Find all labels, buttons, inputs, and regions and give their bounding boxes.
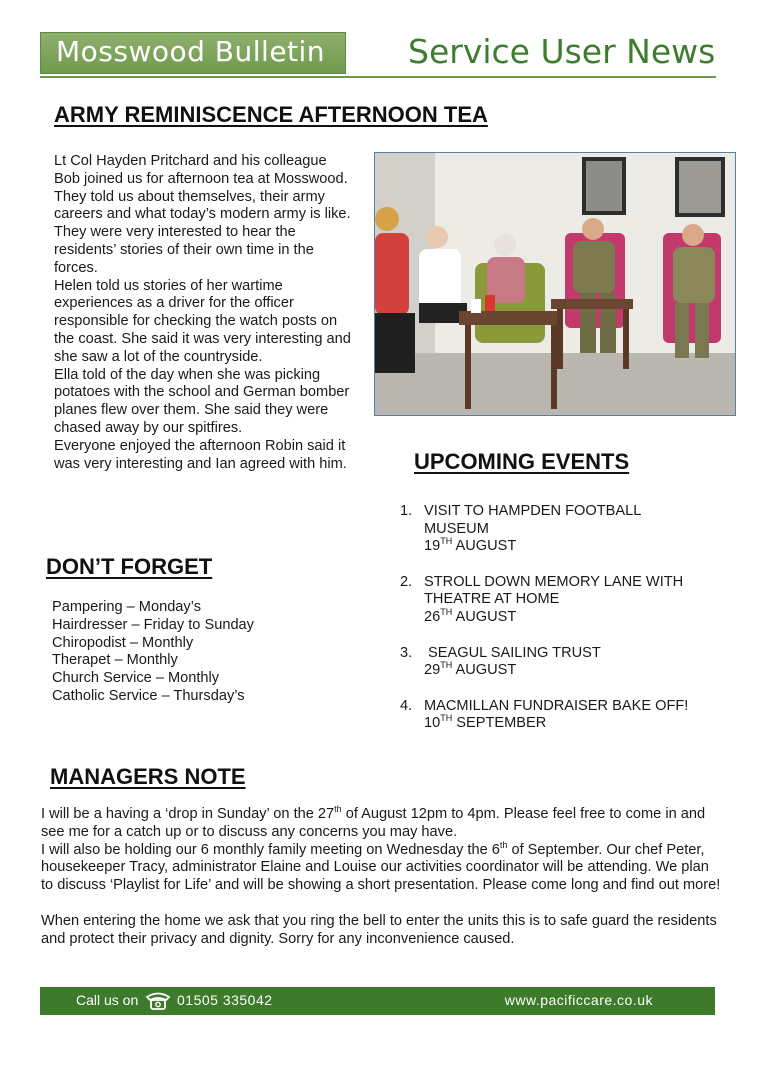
reminder-item: Therapet – Monthly	[52, 652, 178, 669]
reminder-list	[52, 599, 254, 706]
event-title: MACMILLAN FUNDRAISER BAKE OFF!	[424, 697, 689, 714]
reminder-item: Church Service – Monthly	[52, 670, 220, 687]
event-date: 10TH SEPTEMBER	[424, 713, 547, 732]
event-title: VISIT TO HAMPDEN FOOTBALL MUSEUM	[424, 503, 641, 537]
note-paragraph: When entering the home we ask that you ring the bell to enter the units this is to safe guard the residents and protect their privacy and dignity. Sorry for any inconvenience caused.	[41, 912, 717, 947]
event-number: 2.	[400, 573, 413, 590]
header-divider	[40, 76, 716, 78]
call-us-label: Call us on	[76, 992, 139, 1008]
event-date: 19TH AUGUST	[424, 536, 517, 555]
managers-note-heading: MANAGERS NOTE	[50, 764, 246, 789]
reminder-item: Catholic Service – Thursday’s	[52, 687, 245, 704]
events-heading: UPCOMING EVENTS	[414, 449, 630, 474]
tea-paragraph: Ella told of the day when she was picking potatoes with the school and German bomber planes flew over them. She said they were chased away by our spitfires.	[54, 366, 350, 436]
event-title: SEAGUL SAILING TRUST	[424, 644, 601, 661]
page-title: Service User News	[408, 32, 716, 71]
tea-paragraph: They told us about themselves, their army careers and what today’s modern army is like. They were very interested to hear the residents’ stories of their own time in the forces.	[54, 188, 351, 276]
event-date: 29TH AUGUST	[424, 660, 517, 679]
event-item	[400, 574, 730, 627]
reminder-item: Hairdresser – Friday to Sunday	[52, 616, 254, 633]
note-paragraph: I will also be holding our 6 monthly family meeting on Wednesday the 6th of September. Our chef Peter, housekeeper Tracy, administrator Elaine and Louise our activities coordinator will be attending. We plan to discuss ‘Playlist for Life’ and will be showing a short presentation. Please come long and find out more!	[41, 839, 721, 894]
events-list	[400, 503, 730, 751]
tea-heading: ARMY REMINISCENCE AFTERNOON TEA	[54, 102, 488, 127]
tea-paragraph: Everyone enjoyed the afternoon Robin said it was very interesting and Ian agreed with him.	[54, 437, 347, 472]
phone-number[interactable]: 01505 335042	[177, 992, 273, 1008]
event-item	[400, 645, 730, 680]
tea-article	[54, 153, 354, 473]
afternoon-tea-photo	[374, 152, 736, 416]
reminder-item: Pampering – Monday’s	[52, 599, 201, 615]
event-number: 3.	[400, 644, 413, 661]
event-number: 1.	[400, 503, 413, 519]
event-title: STROLL DOWN MEMORY LANE WITH THEATRE AT HOME	[424, 573, 684, 608]
brand-name: Mosswood Bulletin	[56, 35, 326, 68]
event-item	[400, 503, 730, 556]
dont-forget-heading: DON’T FORGET	[46, 554, 213, 579]
website-link[interactable]: www.pacificcare.co.uk	[504, 992, 653, 1008]
note-paragraph: I will be a having a ‘drop in Sunday’ on the 27th of August 12pm to 4pm. Please feel free to come in and see me for a catch up or to discuss any concerns you may have.	[41, 804, 706, 840]
event-number: 4.	[400, 697, 413, 714]
footer-bar	[40, 987, 715, 1015]
event-item	[400, 698, 730, 733]
tea-paragraph: Helen told us stories of her wartime experiences as a driver for the officer responsible for checking the watch posts on the coast. She said it was very interesting and she saw a lot of the countryside.	[54, 277, 351, 365]
managers-note-body	[41, 806, 721, 949]
tea-paragraph: Lt Col Hayden Pritchard and his colleague Bob joined us for afternoon tea at Mosswood.	[54, 153, 348, 187]
photo-illustration	[375, 153, 735, 415]
reminder-item: Chiropodist – Monthly	[52, 634, 194, 651]
telephone-icon	[144, 989, 172, 1011]
event-date: 26TH AUGUST	[424, 607, 517, 625]
